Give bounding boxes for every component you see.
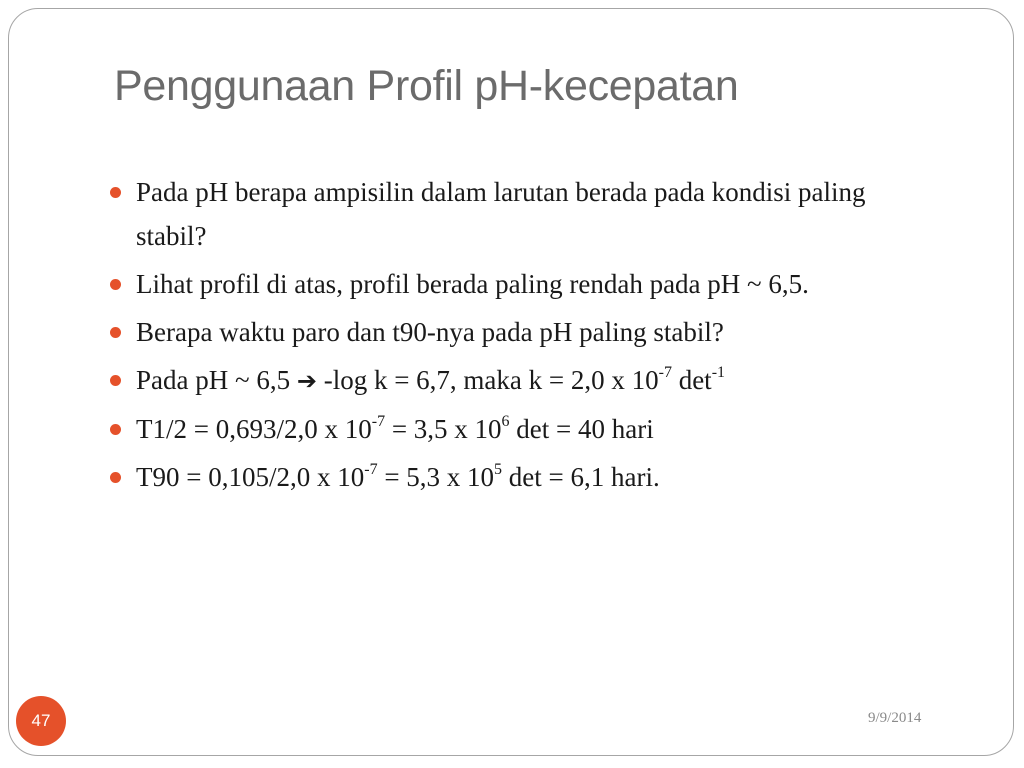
bullet-item	[106, 310, 926, 354]
page-number-badge: 47	[16, 696, 66, 746]
bullet-text: Pada pH berapa ampisilin dalam larutan berada pada kondisi paling stabil?	[136, 177, 866, 251]
exponent: 6	[501, 413, 510, 430]
exponent: -7	[371, 413, 386, 430]
bullet-text: Lihat profil di atas, profil berada paling rendah pada pH ~ 6,5.	[136, 269, 809, 299]
bullet-dot-icon	[110, 327, 121, 338]
bullet-dot-icon	[110, 187, 121, 198]
exponent: -1	[711, 364, 726, 381]
bullet-list	[106, 170, 926, 503]
exponent: 5	[494, 461, 503, 478]
bullet-item	[106, 262, 926, 306]
bullet-item	[106, 358, 926, 403]
bullet-item	[106, 455, 926, 499]
bullet-dot-icon	[110, 424, 121, 435]
bullet-text-part: -log k = 6,7, maka k = 2,0 x 10	[316, 365, 659, 395]
exponent: -7	[658, 364, 672, 381]
bullet-text-part: det = 6,1 hari.	[502, 462, 660, 492]
bullet-text-part: Pada pH ~ 6,5	[136, 365, 297, 395]
bullet-item	[106, 407, 926, 451]
exponent: -7	[364, 461, 378, 478]
bullet-text: Berapa waktu paro dan t90-nya pada pH paling stabil?	[136, 317, 724, 347]
slide-title: Penggunaan Profil pH-kecepatan	[114, 62, 739, 110]
bullet-text-part: det = 40 hari	[509, 414, 654, 444]
bullet-dot-icon	[110, 375, 121, 386]
slide-date: 9/9/2014	[868, 710, 922, 726]
bullet-text-part: T1/2 = 0,693/2,0 x 10	[136, 414, 372, 444]
bullet-text-part: = 3,5 x 10	[385, 414, 502, 444]
bullet-dot-icon	[110, 472, 121, 483]
right-arrow-icon: ➔	[296, 367, 317, 395]
bullet-dot-icon	[110, 279, 121, 290]
bullet-item	[106, 170, 926, 258]
bullet-text-part: T90 = 0,105/2,0 x 10	[136, 462, 365, 492]
bullet-text-part: = 5,3 x 10	[377, 462, 495, 492]
bullet-text-part: det	[671, 365, 712, 395]
